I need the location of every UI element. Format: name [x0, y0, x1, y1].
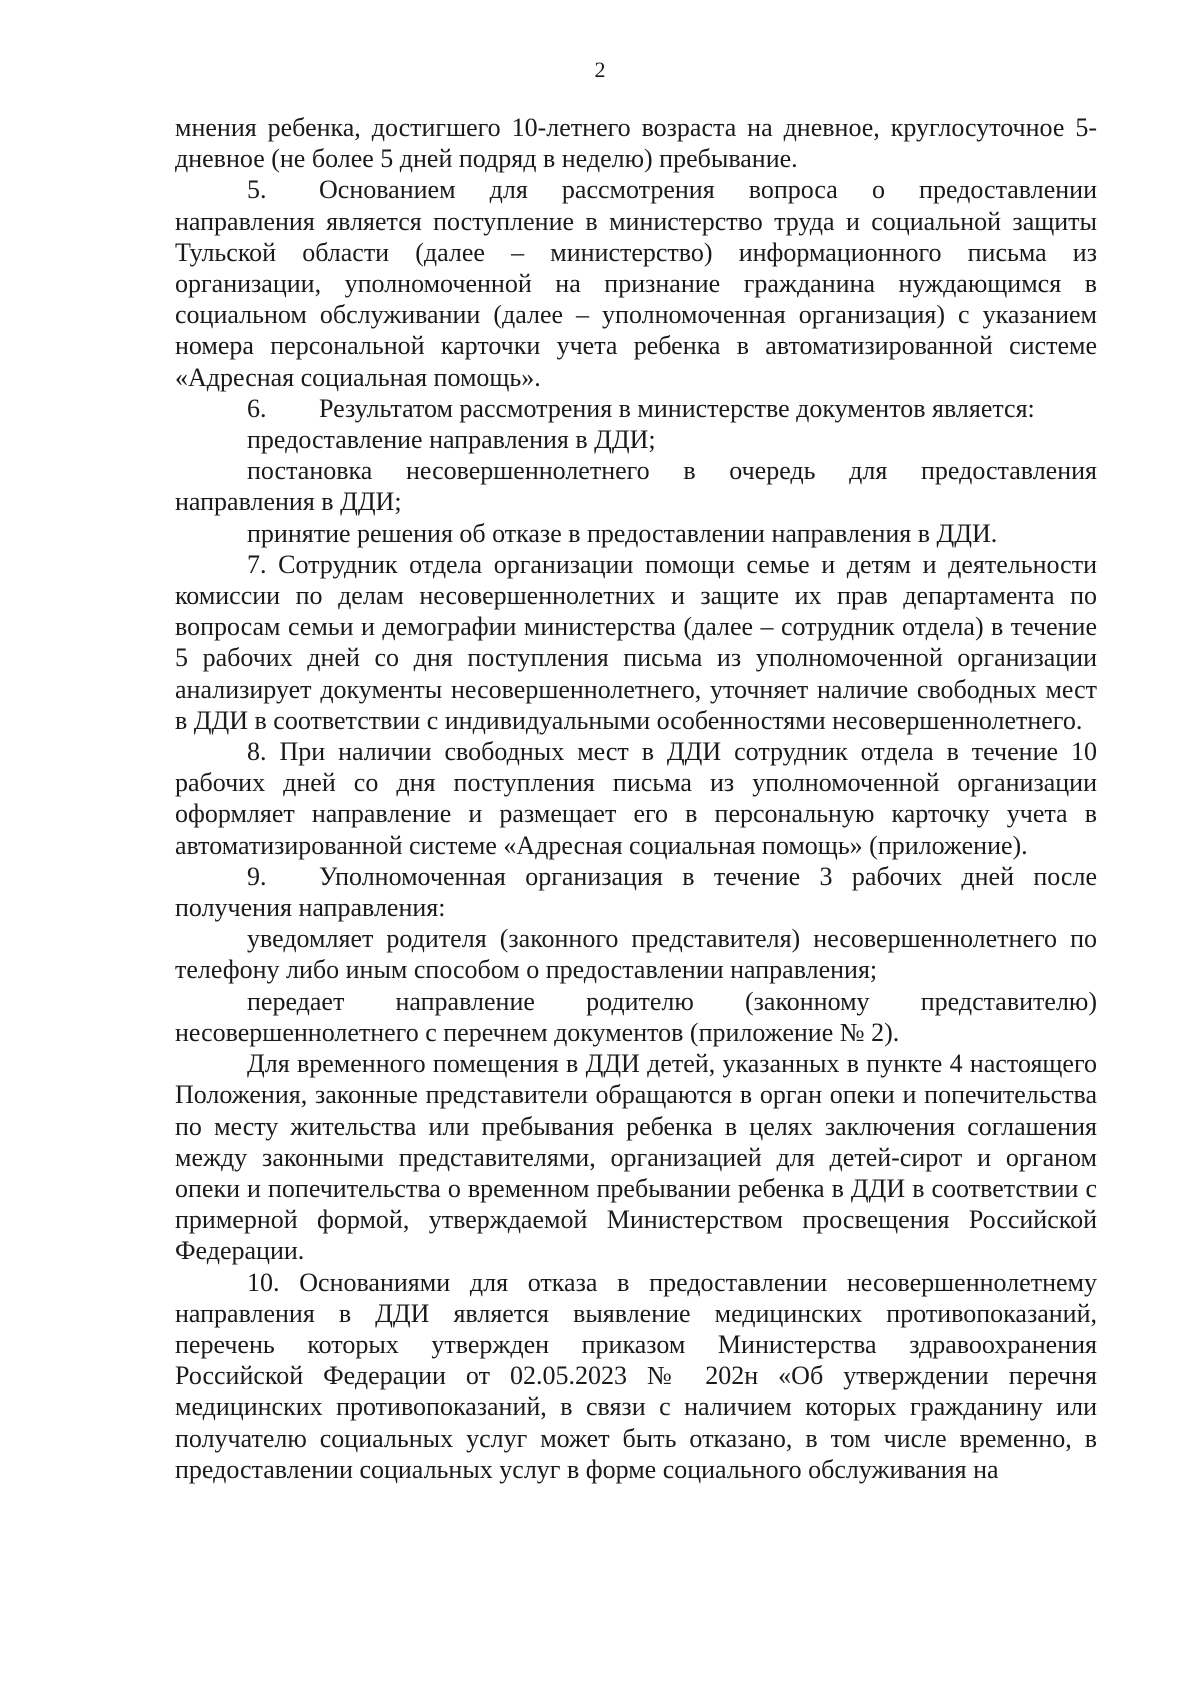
- list-item: предоставление направления в ДДИ;: [247, 425, 656, 455]
- paragraph-text: Результатом рассмотрения в министерстве документов является:: [319, 393, 1035, 423]
- paragraph-item-10: 10. Основаниями для отказа в предоставлении несовершеннолетнему направления в ДДИ является выявление медицинских противопоказаний, перечень которых утвержден приказом Министерства здравоохранения Российской Федерации от 02.05.2023 № 202н «Об утверждении перечня медицинских противопоказаний, в связи с наличием которых гражданину или получателю социальных услуг может быть отказано, в том числе временно, в предоставлении социальных услуг в форме социального обслуживания на: [175, 1267, 1097, 1484]
- page-number: 2: [594, 57, 606, 82]
- paragraph-item-6: [175, 393, 1097, 424]
- item-number: 5.: [247, 175, 267, 205]
- list-item: принятие решения об отказе в предоставлении направления в ДДИ.: [247, 518, 998, 548]
- paragraph-text: Уполномоченная организация в течение 3 рабочих дней после получения направления:: [175, 861, 1097, 923]
- paragraph-text: Основанием для рассмотрения вопроса о предоставлении направления является поступление в министерство труда и социальной защиты Тульской области (далее – министерство) информационного письма из организации, уполномоченной на признание гражданина нуждающимся в социальном обслуживании (далее – уполномоченная организация) с указанием номера персональной карточки учета ребенка в автоматизированной системе «Адресная социальная помощь».: [175, 175, 1097, 392]
- list-item: передает направление родителю (законному представителю) несовершеннолетнего с перечнем документов (приложение № 2).: [175, 986, 1097, 1047]
- paragraph-item-8: 8. При наличии свободных мест в ДДИ сотрудник отдела в течение 10 рабочих дней со дня поступления письма из уполномоченной организации оформляет направление и размещает его в персональную карточку учета в автоматизированной системе «Адресная социальная помощь» (приложение).: [175, 737, 1097, 860]
- document-body: [175, 112, 1097, 1485]
- paragraph-temporary-placement: Для временного помещения в ДДИ детей, указанных в пункте 4 настоящего Положения, законные представители обращаются в орган опеки и попечительства по месту жительства или пребывания ребенка в целях заключения соглашения между законными представителями, организацией для детей-сирот и органом опеки и попечительства о временном пребывании ребенка в ДДИ в соответствии с примерной формой, утверждаемой Министерством просвещения Российской Федерации.: [175, 1049, 1097, 1266]
- paragraph-item-9: [175, 861, 1097, 923]
- list-item: постановка несовершеннолетнего в очередь для предоставления направления в ДДИ;: [175, 456, 1097, 517]
- paragraph-item-5: [175, 174, 1097, 392]
- paragraph-continuation: мнения ребенка, достигшего 10-летнего возраста на дневное, круглосуточное 5-дневное (не более 5 дней подряд в неделю) пребывание.: [175, 113, 1097, 174]
- item-number: 6.: [247, 393, 267, 423]
- paragraph-item-7: 7. Сотрудник отдела организации помощи семье и детям и деятельности комиссии по делам несовершеннолетних и защите их прав департамента по вопросам семьи и демографии министерства (далее – сотрудник отдела) в течение 5 рабочих дней со дня поступления письма из уполномоченной организации анализирует документы несовершеннолетнего, уточняет наличие свободных мест в ДДИ в соответствии с индивидуальными особенностями несовершеннолетнего.: [175, 549, 1097, 735]
- item-number: 9.: [247, 861, 267, 891]
- list-item: уведомляет родителя (законного представителя) несовершеннолетнего по телефону либо иным способом о предоставлении направления;: [175, 924, 1097, 985]
